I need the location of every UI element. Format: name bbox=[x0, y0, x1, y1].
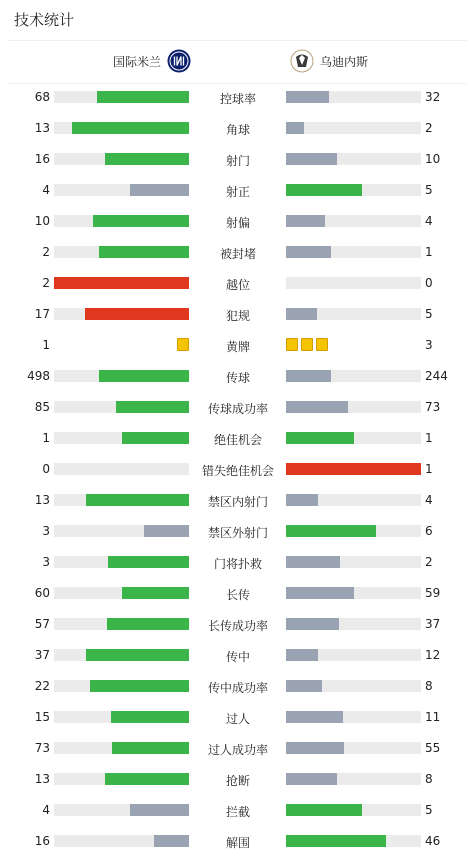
stat-label: 角球 bbox=[225, 123, 250, 137]
away-value: 55 bbox=[425, 741, 441, 755]
home-bar-track bbox=[54, 277, 189, 289]
away-bar-track bbox=[286, 463, 421, 475]
away-value: 1 bbox=[425, 462, 433, 476]
away-bar-track bbox=[286, 370, 421, 382]
away-bar bbox=[286, 804, 362, 816]
stat-label: 抢断 bbox=[225, 774, 250, 788]
stat-label: 射门 bbox=[225, 154, 250, 168]
home-bar-track bbox=[54, 184, 189, 196]
away-bar-track bbox=[286, 308, 421, 320]
home-value: 17 bbox=[34, 307, 50, 321]
home-bar bbox=[72, 122, 189, 134]
away-value: 2 bbox=[425, 121, 433, 135]
away-bar-track bbox=[286, 246, 421, 258]
home-value: 15 bbox=[34, 710, 50, 724]
away-value: 5 bbox=[425, 183, 433, 197]
away-bar bbox=[286, 742, 344, 754]
home-bar-track bbox=[54, 494, 189, 506]
home-bar bbox=[116, 401, 189, 413]
home-bar bbox=[122, 587, 190, 599]
home-bar-track bbox=[54, 742, 189, 754]
stat-label: 解围 bbox=[225, 836, 250, 850]
away-bar bbox=[286, 91, 329, 103]
inter-logo-icon bbox=[167, 49, 191, 73]
away-value: 6 bbox=[425, 524, 433, 538]
home-team[interactable] bbox=[113, 49, 191, 73]
away-bar bbox=[286, 680, 322, 692]
away-bar bbox=[286, 525, 376, 537]
home-bar bbox=[144, 525, 189, 537]
home-value: 498 bbox=[27, 369, 50, 383]
stat-label: 传球成功率 bbox=[207, 402, 268, 416]
home-bar-track bbox=[54, 401, 189, 413]
home-bar-track bbox=[54, 773, 189, 785]
home-value: 0 bbox=[42, 462, 50, 476]
away-value: 5 bbox=[425, 307, 433, 321]
away-value: 8 bbox=[425, 679, 433, 693]
stat-label: 犯规 bbox=[225, 309, 250, 323]
home-bar bbox=[99, 370, 189, 382]
away-value: 0 bbox=[425, 276, 433, 290]
stat-row bbox=[0, 794, 475, 825]
away-bar bbox=[286, 463, 421, 475]
away-value: 4 bbox=[425, 493, 433, 507]
away-value: 12 bbox=[425, 648, 441, 662]
stat-row bbox=[0, 577, 475, 608]
home-bar-track bbox=[54, 649, 189, 661]
home-value: 10 bbox=[34, 214, 50, 228]
teams-header bbox=[8, 40, 467, 84]
away-bar bbox=[286, 308, 317, 320]
away-bar-track bbox=[286, 91, 421, 103]
stat-row bbox=[0, 236, 475, 267]
away-value: 1 bbox=[425, 245, 433, 259]
away-bar bbox=[286, 401, 348, 413]
away-value: 8 bbox=[425, 772, 433, 786]
stat-label: 长传 bbox=[225, 588, 250, 602]
home-bar bbox=[90, 680, 189, 692]
away-bar-track bbox=[286, 556, 421, 568]
home-bar bbox=[130, 184, 189, 196]
home-value: 85 bbox=[34, 400, 50, 414]
away-value: 37 bbox=[425, 617, 441, 631]
home-value: 3 bbox=[42, 555, 50, 569]
stat-row bbox=[0, 174, 475, 205]
home-bar bbox=[105, 153, 189, 165]
away-bar-track bbox=[286, 401, 421, 413]
home-bar-track bbox=[54, 587, 189, 599]
stat-label: 门将扑救 bbox=[213, 557, 262, 571]
home-bar-track bbox=[54, 804, 189, 816]
home-value: 57 bbox=[34, 617, 50, 631]
stat-label: 传球 bbox=[225, 371, 250, 385]
stat-row bbox=[0, 732, 475, 763]
away-bar-track bbox=[286, 153, 421, 165]
stat-row bbox=[0, 422, 475, 453]
away-bar-track bbox=[286, 742, 421, 754]
home-value: 68 bbox=[34, 90, 50, 104]
away-bar bbox=[286, 432, 354, 444]
away-bar-track bbox=[286, 680, 421, 692]
yellow-card-icon bbox=[286, 338, 298, 351]
away-team-name: 乌迪内斯 bbox=[320, 54, 369, 69]
home-value: 37 bbox=[34, 648, 50, 662]
stat-label: 黄牌 bbox=[225, 340, 250, 354]
stat-row bbox=[0, 453, 475, 484]
stat-row bbox=[0, 205, 475, 236]
stat-label: 射正 bbox=[225, 185, 250, 199]
home-value: 73 bbox=[34, 741, 50, 755]
stats-list bbox=[0, 81, 475, 856]
away-bar bbox=[286, 711, 343, 723]
section-title: 技术统计 bbox=[14, 11, 75, 29]
home-bar bbox=[93, 215, 189, 227]
away-bar bbox=[286, 556, 340, 568]
home-bar bbox=[122, 432, 190, 444]
stat-row bbox=[0, 267, 475, 298]
home-bar bbox=[86, 649, 189, 661]
home-bar bbox=[112, 742, 189, 754]
home-bar-track bbox=[54, 370, 189, 382]
home-bar-track bbox=[54, 215, 189, 227]
away-bar-track bbox=[286, 494, 421, 506]
home-bar bbox=[105, 773, 189, 785]
stat-row bbox=[0, 112, 475, 143]
stat-row bbox=[0, 329, 475, 360]
away-bar bbox=[286, 153, 337, 165]
away-value: 244 bbox=[425, 369, 448, 383]
home-bar-track bbox=[54, 556, 189, 568]
away-bar-track bbox=[286, 525, 421, 537]
stat-label: 过人成功率 bbox=[207, 743, 268, 757]
stat-row bbox=[0, 825, 475, 856]
home-value: 60 bbox=[34, 586, 50, 600]
stat-label: 禁区外射门 bbox=[207, 526, 268, 540]
home-yellow-cards bbox=[177, 338, 189, 351]
yellow-card-icon bbox=[177, 338, 189, 351]
home-value: 13 bbox=[34, 121, 50, 135]
away-bar bbox=[286, 618, 339, 630]
home-value: 2 bbox=[42, 245, 50, 259]
away-bar bbox=[286, 494, 318, 506]
stat-row bbox=[0, 639, 475, 670]
home-bar-track bbox=[54, 525, 189, 537]
away-bar-track bbox=[286, 649, 421, 661]
away-value: 4 bbox=[425, 214, 433, 228]
stat-row bbox=[0, 143, 475, 174]
home-bar bbox=[85, 308, 189, 320]
home-value: 3 bbox=[42, 524, 50, 538]
away-value: 32 bbox=[425, 90, 441, 104]
away-bar-track bbox=[286, 711, 421, 723]
home-bar-track bbox=[54, 246, 189, 258]
away-bar-track bbox=[286, 804, 421, 816]
home-value: 1 bbox=[42, 338, 50, 352]
away-value: 3 bbox=[425, 338, 433, 352]
stat-label: 传中成功率 bbox=[207, 681, 268, 695]
stat-label: 禁区内射门 bbox=[207, 495, 268, 509]
yellow-card-icon bbox=[316, 338, 328, 351]
away-bar bbox=[286, 122, 304, 134]
stat-label: 射偏 bbox=[225, 216, 250, 230]
stat-label: 错失绝佳机会 bbox=[201, 464, 274, 478]
home-team-name: 国际米兰 bbox=[112, 54, 161, 69]
away-bar bbox=[286, 587, 354, 599]
stat-label: 越位 bbox=[225, 278, 250, 292]
stat-row bbox=[0, 484, 475, 515]
home-bar-track bbox=[54, 463, 189, 475]
away-bar bbox=[286, 835, 386, 847]
yellow-card-icon bbox=[301, 338, 313, 351]
away-bar-track bbox=[286, 773, 421, 785]
stat-label: 被封堵 bbox=[219, 247, 256, 261]
home-value: 13 bbox=[34, 493, 50, 507]
home-bar bbox=[111, 711, 189, 723]
away-bar-track bbox=[286, 587, 421, 599]
home-bar-track bbox=[54, 432, 189, 444]
home-bar-track bbox=[54, 618, 189, 630]
stat-row bbox=[0, 81, 475, 112]
home-bar bbox=[54, 277, 189, 289]
home-value: 16 bbox=[34, 152, 50, 166]
away-team[interactable] bbox=[290, 49, 368, 73]
stat-row bbox=[0, 701, 475, 732]
away-value: 10 bbox=[425, 152, 441, 166]
away-bar-track bbox=[286, 215, 421, 227]
away-bar bbox=[286, 184, 362, 196]
home-bar-track bbox=[54, 153, 189, 165]
home-value: 1 bbox=[42, 431, 50, 445]
home-value: 13 bbox=[34, 772, 50, 786]
away-bar-track bbox=[286, 835, 421, 847]
home-bar-track bbox=[54, 680, 189, 692]
udinese-logo-icon bbox=[290, 49, 314, 73]
away-value: 59 bbox=[425, 586, 441, 600]
home-value: 4 bbox=[42, 183, 50, 197]
stat-row bbox=[0, 298, 475, 329]
away-value: 5 bbox=[425, 803, 433, 817]
home-bar bbox=[99, 246, 189, 258]
away-yellow-cards bbox=[286, 338, 328, 351]
home-bar bbox=[154, 835, 189, 847]
away-value: 2 bbox=[425, 555, 433, 569]
home-value: 4 bbox=[42, 803, 50, 817]
away-bar-track bbox=[286, 432, 421, 444]
home-value: 22 bbox=[34, 679, 50, 693]
away-bar-track bbox=[286, 618, 421, 630]
away-bar-track bbox=[286, 184, 421, 196]
home-bar-track bbox=[54, 91, 189, 103]
away-bar bbox=[286, 773, 337, 785]
home-bar-track bbox=[54, 308, 189, 320]
away-bar bbox=[286, 370, 331, 382]
stat-label: 传中 bbox=[225, 650, 250, 664]
home-bar bbox=[86, 494, 189, 506]
stat-row bbox=[0, 546, 475, 577]
stat-label: 过人 bbox=[225, 712, 250, 726]
stat-label: 控球率 bbox=[219, 92, 256, 106]
home-value: 2 bbox=[42, 276, 50, 290]
away-value: 46 bbox=[425, 834, 441, 848]
stat-label: 拦截 bbox=[225, 805, 250, 819]
away-bar bbox=[286, 649, 318, 661]
stat-row bbox=[0, 360, 475, 391]
away-bar bbox=[286, 246, 331, 258]
away-value: 11 bbox=[425, 710, 441, 724]
home-bar-track bbox=[54, 122, 189, 134]
stat-row bbox=[0, 515, 475, 546]
home-value: 16 bbox=[34, 834, 50, 848]
away-value: 1 bbox=[425, 431, 433, 445]
away-value: 73 bbox=[425, 400, 441, 414]
away-bar-track bbox=[286, 277, 421, 289]
stat-label: 长传成功率 bbox=[207, 619, 268, 633]
stat-label: 绝佳机会 bbox=[213, 433, 262, 447]
away-bar bbox=[286, 215, 325, 227]
stat-row bbox=[0, 763, 475, 794]
away-bar-track bbox=[286, 122, 421, 134]
home-bar-track bbox=[54, 711, 189, 723]
home-bar-track bbox=[54, 835, 189, 847]
home-bar bbox=[97, 91, 189, 103]
stat-row bbox=[0, 670, 475, 701]
home-bar bbox=[108, 556, 189, 568]
stat-row bbox=[0, 391, 475, 422]
home-bar bbox=[107, 618, 189, 630]
home-bar bbox=[130, 804, 189, 816]
stat-row bbox=[0, 608, 475, 639]
